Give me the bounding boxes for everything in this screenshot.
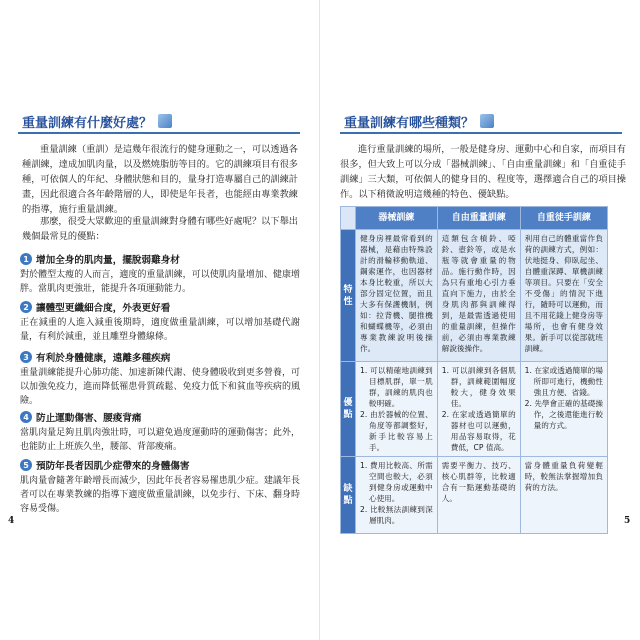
table-cell: 1. 在家或透過簡單的場所即可進行，機動性強且方便、省錢。 2. 先學會正確的基礎操作，之後還能進行較量的方式。 <box>520 362 607 457</box>
heading-decoration-icon <box>480 114 494 128</box>
page-number: 4 <box>8 516 15 526</box>
number-badge-icon: 4 <box>20 411 32 423</box>
row-label-cons: 缺點 <box>341 457 356 534</box>
table-header-row <box>341 207 608 230</box>
heading-text: 重量訓練有哪些種類？ <box>344 115 475 131</box>
benefit-item <box>20 410 300 454</box>
row-label-pros: 優點 <box>341 362 356 457</box>
benefit-title: 讓體型更纖細合度，外表更好看 <box>36 303 171 314</box>
table-row-traits <box>341 230 608 362</box>
table-cell: 這類包含槓鈴、啞鈴、壺鈴等，或是水瓶等就會重量的物品。施行動作時，因為只有重地心引力垂直向下施力，由於全身肌肉都與訓練得到，是最需透過使用的重量訓練，但操作前，必須由專業教練解說後操作。 <box>437 230 520 362</box>
benefit-text: 正在減重的人進入減重後期時，適度做重量訓練，可以增加基礎代謝量，有利於減重，並且雕塑身體線條。 <box>20 318 300 342</box>
comparison-table <box>340 206 608 534</box>
table-cell: 需要平衡力、技巧、核心肌群等，比較適合有一點運動基礎的人。 <box>437 457 520 534</box>
benefit-item <box>20 350 300 408</box>
intro-paragraph: 重量訓練（重訓）是這幾年很流行的健身運動之一，可以透過各種訓練，達成加肌肉量，以及燃燒脂肪等目的。它的訓練項目有很多種，可依個人的年紀、身體狀態和目的，量身打造專屬自己的訓練計畫，因此很適合各年齡階層的人，即使是年長者，也能經由專業教練的指導，施行重量訓練。 <box>22 144 298 215</box>
table-cell: 1. 費用比較高、所需空間也較大，必須到健身房或運動中心使用。 2. 比較無法訓練到深層肌肉。 <box>356 457 438 534</box>
number-badge-icon: 5 <box>20 459 32 471</box>
benefit-item <box>20 252 300 296</box>
types-intro-paragraph: 進行重量訓練的場所，一般是健身房、運動中心和自家，而項目有很多，但大致上可以分成「器械訓練」、「自由重量訓練」和「自重徒手訓練」三大類，可依個人的健身目的、程度等，選擇適合自己的項目操作。以下稍微說明這幾種的特色、優缺點。 <box>340 144 626 200</box>
benefit-text: 肌肉量會隨著年齡增長而減少，因此年長者容易罹患肌少症。建議年長者可以在專業教練的指導下適度做重量訓練，以免步行、下床、翻身時容易受傷。 <box>20 476 300 514</box>
page-number: 5 <box>624 516 631 526</box>
benefit-text: 重量訓練能提升心肺功能、加速新陳代謝、使身體吸收到更多營養，可以加強免疫力，進而降低罹患骨質疏鬆、免疫力低下和貧血等疾病的風險。 <box>20 368 300 406</box>
benefit-title: 防止運動傷害、腰痠背痛 <box>36 413 142 424</box>
table-cell: 1. 可以精確地訓練到目標肌群，單一肌群，訓練的肌肉也較明確。 2. 由於器械的位置、角度等都調整好，新手比較容易上手。 <box>356 362 438 457</box>
benefit-text: 對於體型太瘦的人而言，適度的重量訓練，可以使肌肉量增加、健康增胖。當肌肉更強壯，能提升各項運動能力。 <box>20 270 300 294</box>
benefit-text: 當肌肉量足夠且肌肉強壯時，可以避免過度運動時的運動傷害；此外，也能防止上班族久坐，腰部、背部痠痛。 <box>20 428 300 452</box>
number-badge-icon: 2 <box>20 301 32 313</box>
question-paragraph: 那麼，很受大眾歡迎的重量訓練對身體有哪些好處呢？以下舉出幾個最常見的優點： <box>22 216 298 242</box>
table-row-cons <box>341 457 608 534</box>
number-badge-icon: 1 <box>20 253 32 265</box>
heading-decoration-icon <box>158 114 172 128</box>
table-cell: 利用自己的體重當作負荷的訓練方式，例如：伏地挺身、仰臥起坐、自體重深蹲、單機訓練等項目。只要在「安全不受傷」的情況下進行，隨時可以運動，而且不用花錢上健身房等場所，也會有健身效果。新手可以從部就班訓練。 <box>520 230 607 362</box>
section-heading-types <box>340 110 622 134</box>
table-corner-cell <box>341 207 356 230</box>
benefit-title: 預防年長者因肌少症帶來的身體傷害 <box>36 461 190 472</box>
column-header-machine: 器械訓練 <box>356 207 438 230</box>
benefit-title: 有利於身體健康，遠離多種疾病 <box>36 353 171 364</box>
number-badge-icon: 3 <box>20 351 32 363</box>
column-header-free-weight: 自由重量訓練 <box>437 207 520 230</box>
row-label-traits: 特性 <box>341 230 356 362</box>
heading-text: 重量訓練有什麼好處？ <box>22 115 153 131</box>
benefit-item <box>20 458 300 516</box>
benefit-item <box>20 300 300 344</box>
table-cell: 健身房裡最常看到的器械，是藉由特殊設計的滑輪移動軌道、鋼索運作，也因器材本身比較重，所以大部分固定位置，而且大多有保護機制，例如：拉背機、腿推機和蝴蝶機等，必須由專業教練說明後操作。 <box>356 230 438 362</box>
benefit-title: 增加全身的肌肉量，擺脫弱雞身材 <box>36 255 180 266</box>
section-heading-benefits <box>18 110 300 134</box>
table-row-pros <box>341 362 608 457</box>
column-header-bodyweight: 自重徒手訓練 <box>520 207 607 230</box>
table-cell: 當身體重量負荷變輕時，較無法掌握增加負荷的方法。 <box>520 457 607 534</box>
table-cell: 1. 可以訓練到各個肌群，訓練範圍幅度較大，健身效果佳。 2. 在家或透過簡單的器材也可以運動，用品容易取得，花費低，CP 值高。 <box>437 362 520 457</box>
